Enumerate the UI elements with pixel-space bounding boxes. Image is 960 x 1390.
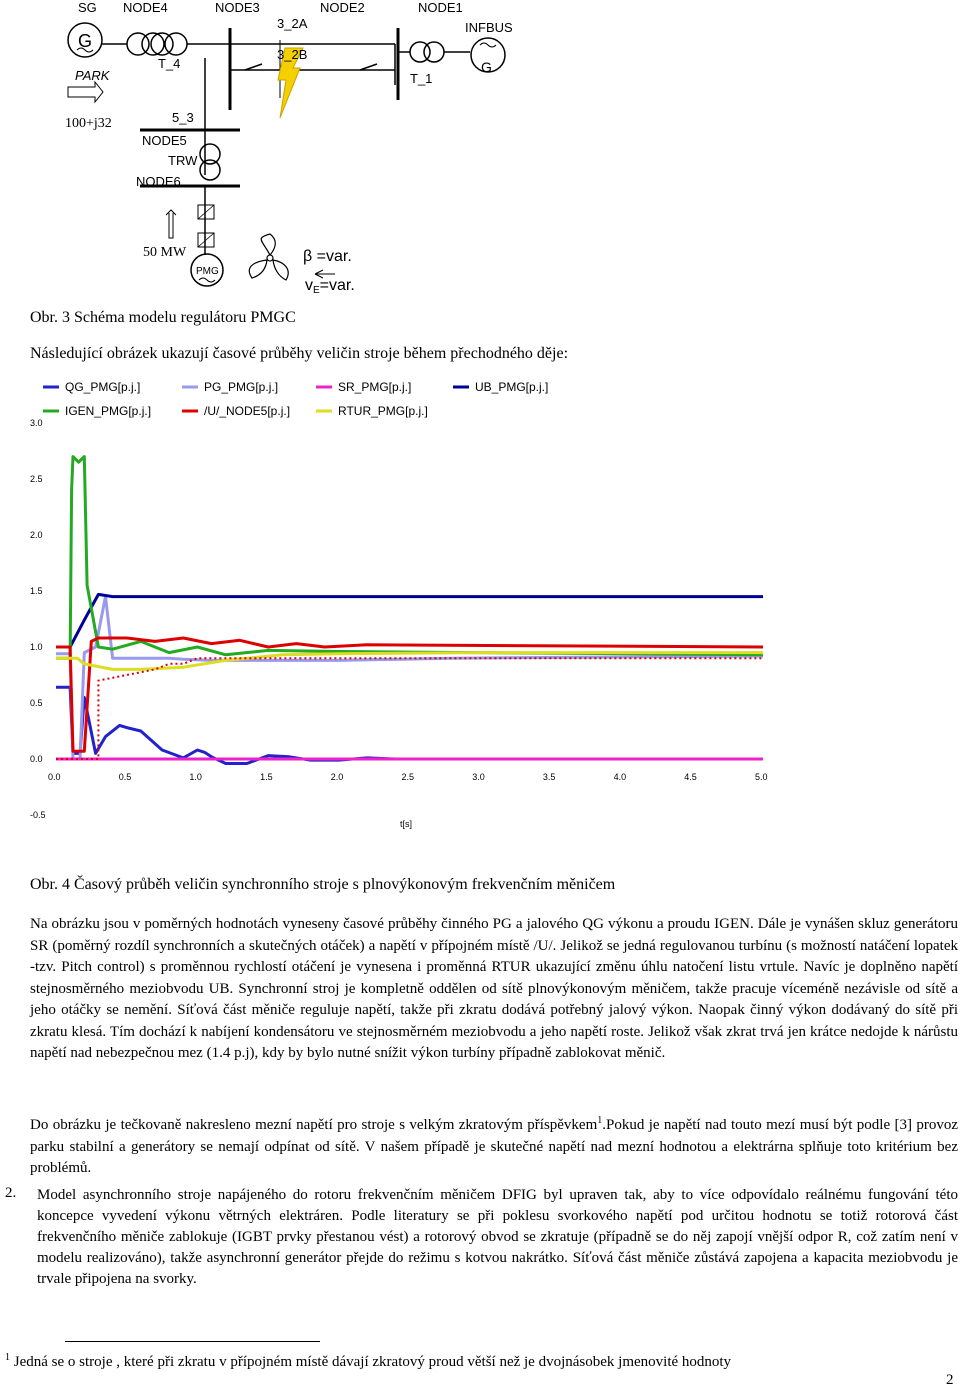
y-tick-label: 2.0 [30,530,43,540]
footnote-number: 1 [5,1352,10,1363]
label-5-3: 5_3 [172,110,194,125]
legend-label: IGEN_PMG[p.j.] [65,404,152,418]
y-tick-label: 3.0 [30,418,43,428]
legend-label: PG_PMG[p.j.] [204,380,279,394]
label-node4: NODE4 [123,0,168,15]
label-ve: vE=var. [305,277,355,296]
y-tick-label: 0.0 [30,754,43,764]
y-tick-label: 0.5 [30,698,43,708]
x-tick-label: 1.0 [189,772,202,782]
time-series-chart [0,370,960,1210]
x-tick-label: 4.0 [613,772,627,782]
legend-label: UB_PMG[p.j.] [475,380,549,394]
footnote [5,1352,731,1371]
label-load: 100+j32 [65,116,112,131]
series-line-pg-pmg-p-j- [56,597,763,759]
label-trw: TRW [168,153,198,168]
series-line-limit [56,658,763,759]
paragraph-1: Na obrázku jsou v poměrných hodnotách vyneseny časové průběhy činného PG a jalového QG výkonu a proudu IGEN. Dále je vynášen skluz generátoru SR (poměrný rozdíl synchronních a skutečných otáček) a napětí v přípojném místě /U/. Jelikož se jedná regulovanou turbínu (s možností natáčení lopatek -tzv. Pitch control) s proměnnou rychlostí otáčení je vynesena i proměnná RTUR ukazující změnu úhlu natočení listu vrtule. Navíc je doplněno napětí stejnosměrného meziobvodu UB. Synchronní stroj je kompletně oddělen od sítě plnovýkonovým měničem, takže pracuje víceméně nezávisle od sítě a jeho otáčky se nemění. Síťová část měniče reguluje napětí, takže při zkratu dodává potřebný jalový výkon. Naopak činný výkon dodávaný do sítě při zkratu klesá. Tím dochází k nabíjení kondensátoru ve stejnosměrném meziobvodu a jeho napětí roste. Jelikož však zkrat trvá jen krátce nedojde k nárůstu napětí nad nebezpečnou mez (1.4 p.j), kdy by bylo nutné snížit výkon turbíny případně zablokovat měnič. [30,916,958,1061]
page-number: 2 [946,1372,954,1388]
label-node2: NODE2 [320,0,365,15]
label-sg: SG [78,0,97,15]
power-system-schematic [0,0,960,300]
x-tick-label: 2.5 [401,772,415,782]
series-line-qg-pmg-p-j- [56,687,763,763]
x-tick-label: 1.5 [260,772,273,782]
y-tick-label: 1.0 [30,642,43,652]
legend-label: RTUR_PMG[p.j.] [338,404,428,418]
x-tick-label: 3.5 [542,772,556,782]
label-node1: NODE1 [418,0,463,15]
x-axis-label: t[s] [400,819,413,829]
paragraph-2-text-b: .Pokud je napětí nad touto mezí musí být podle [3] provoz parku stabilní a generátory se nemají odpínat od sítě. V našem případě je skutečné napětí nad mezní hodnotou a elektrárna splňuje toto kritérium bez problémů. [30,1117,958,1176]
label-pmg: PMG [196,266,219,277]
paragraph-2-text-a: Do obrázku je tečkovaně nakresleno mezní napětí pro stroje s velkým zkratovým příspěvkem [30,1117,598,1133]
y-tick-label: 2.5 [30,474,43,484]
label-3-2b: 3_2B [277,47,308,62]
label-beta: β =var. [303,248,352,265]
label-g-right: G [481,59,492,75]
paragraph-2 [30,1110,958,1180]
chart-axes [30,418,768,829]
figure-4-caption: Obr. 4 Časový průběh veličin synchronního stroje s plnovýkonovým frekvenčním měničem [30,876,616,893]
legend-label: SR_PMG[p.j.] [338,380,412,394]
figure-3-caption: Obr. 3 Schéma modelu regulátoru PMGC [30,309,296,326]
park-arrow-icon [68,82,103,102]
y-tick-label: -0.5 [30,810,46,820]
x-tick-label: 3.0 [472,772,485,782]
t4-transformer-symbol [151,33,173,55]
x-tick-label: 5.0 [755,772,768,782]
chart-plot-area [56,457,763,764]
series-line-igen-pmg-p-j- [56,457,763,659]
x-tick-label: 4.5 [684,772,697,782]
x-tick-label: 0.5 [118,772,132,782]
wind-turbine-icon [249,234,288,280]
label-t4: T_4 [158,56,181,71]
legend-label: /U/_NODE5[p.j.] [204,404,291,418]
footnote-text: Jedná se o stroje , které při zkratu v přípojném místě dávají zkratový proud větší než je dvojnásobek jmenovité hodnoty [10,1354,732,1370]
x-tick-label: 0.0 [48,772,61,782]
label-node5: NODE5 [142,133,187,148]
legend-label: QG_PMG[p.j.] [65,380,141,394]
trw-transformer-symbol [200,144,220,164]
power-arrow-icon [166,210,176,238]
chart-legend [43,380,548,418]
intro-text: Následující obrázek ukazují časové průběhy veličin stroje během přechodného děje: [30,345,569,362]
footnote-divider [65,1341,320,1342]
label-node3: NODE3 [215,0,260,15]
label-50mw: 50 MW [143,245,187,260]
item-2-number: 2. [5,1185,17,1201]
label-g-left: G [78,31,93,51]
item-2-text: Model asynchronního stroje napájeného do rotoru frekvenčním měničem DFIG byl upraven tak, aby to více odpovídalo reálnému fungování této koncepce vyvedení výkonu větrných elektráren. Podle literatury se při poklesu svorkového napětí pod určitou hodnotu se totiž rotorová část frekvenčního měniče zablokuje (IGBT prvky přestanou vést) a rotorový obvod se zkratuje (případně se do něj zapojí vnější odpor R, což zatím není v modelu realizováno), takže asynchronní generátor přejde do režimu s kotvou nakrátko. Síťová část měniče zůstává zapojena a kapacita meziobvodu je trvale připojena na svorky. [37,1187,958,1287]
label-node6: NODE6 [136,174,181,189]
footnote-ref: 1 [597,1115,603,1126]
label-3-2a: 3_2A [277,16,308,31]
x-tick-label: 2.0 [330,772,344,782]
label-park: PARK [75,68,110,83]
label-infbus: INFBUS [465,20,513,35]
y-tick-label: 1.5 [30,586,43,596]
label-t1: T_1 [410,71,433,86]
